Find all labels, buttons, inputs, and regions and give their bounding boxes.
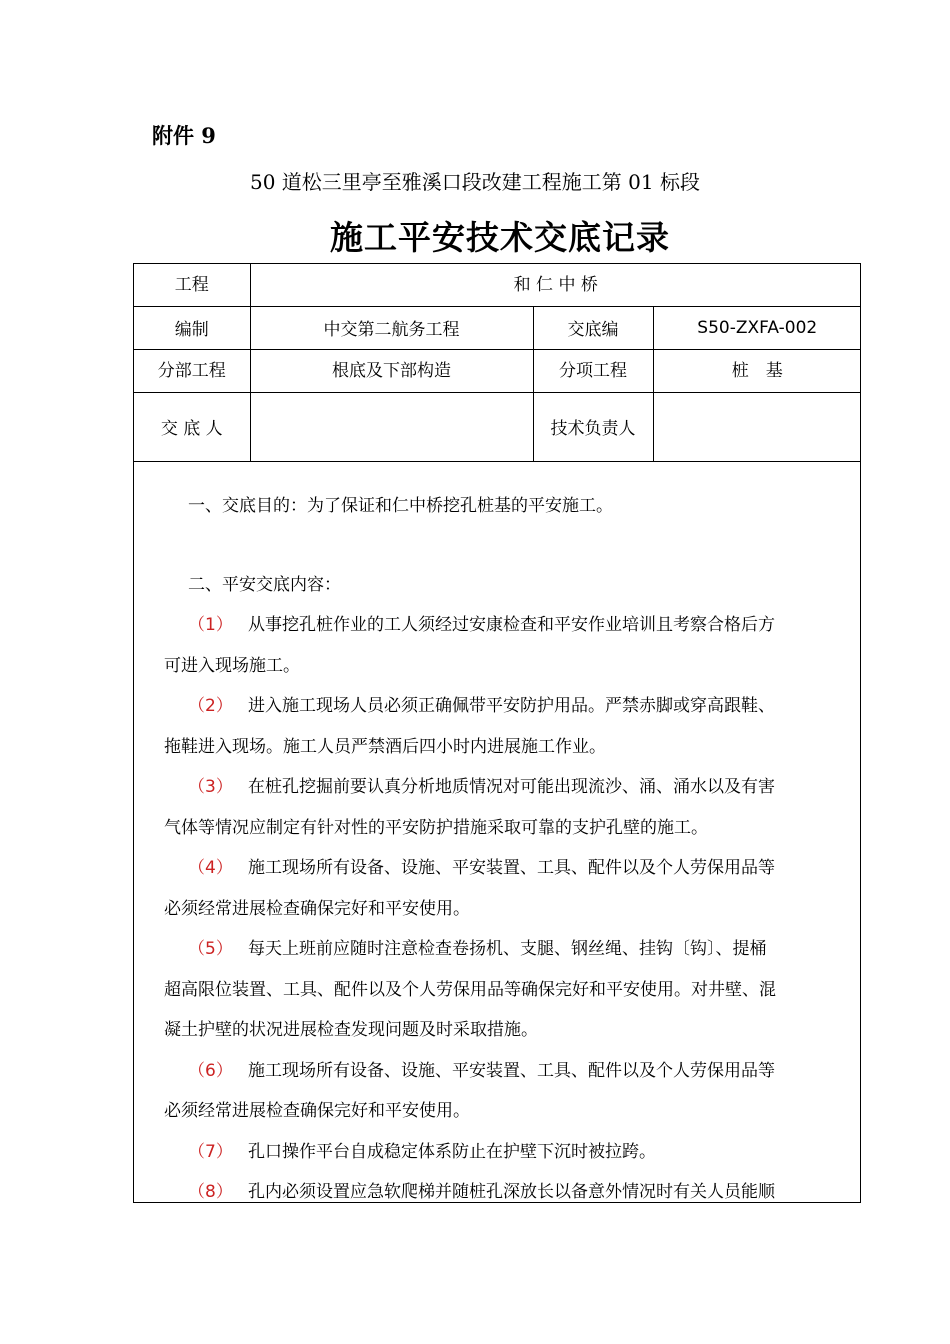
item-number: （8） — [188, 1182, 233, 1202]
project-label: 工程 — [134, 264, 250, 306]
section-title: 二、平安交底内容： — [188, 574, 341, 595]
item-number: （3） — [188, 777, 233, 797]
list-item — [164, 767, 856, 808]
item-continuation: 拖鞋进入现场。施工人员严禁酒后四小时内进展施工作业。 — [164, 736, 606, 757]
editor-label: 编制 — [134, 306, 250, 349]
list-item — [164, 848, 856, 889]
editor-value: 中交第二航务工程 — [250, 306, 533, 349]
item-continuation: 气体等情况应制定有针对性的平安防护措施采取可靠的支护孔壁的施工。 — [164, 817, 708, 838]
item-number: （1） — [188, 615, 233, 635]
item-text: 每天上班前应随时注意检查卷扬机、支腿、钢丝绳、挂钩〔钩〕、提桶 — [248, 939, 767, 959]
list-item — [164, 1172, 856, 1203]
list-item — [164, 929, 856, 970]
project-value: 和 仁 中 桥 — [250, 264, 861, 306]
item-text: 孔内必须设置应急软爬梯并随桩孔深放长以备意外情况时有关人员能顺 — [248, 1182, 775, 1202]
item-number: （5） — [188, 939, 233, 959]
item-number: （6） — [188, 1060, 233, 1081]
code-label: 交底编 — [533, 306, 653, 349]
info-table — [134, 264, 861, 462]
briefer-label: 交 底 人 — [134, 392, 250, 461]
project-name: 50 道松三里亭至雅溪口段改建工程施工第 01 标段 — [250, 170, 700, 194]
item-continuation: 必须经常进展检查确保完好和平安使用。 — [164, 898, 470, 919]
purpose-text: 一、交底目的：为了保证和仁中桥挖孔桩基的平安施工。 — [188, 496, 613, 516]
item-text: 施工现场所有设备、设施、平安装置、工具、配件以及个人劳保用品等 — [248, 858, 775, 878]
item-text: 在桩孔挖掘前要认真分析地质情况对可能出现流沙、涌、涌水以及有害 — [248, 777, 775, 797]
tech-lead-label: 技术负责人 — [533, 392, 653, 461]
list-item — [164, 1132, 856, 1173]
item-text: 施工现场所有设备、设施、平安装置、工具、配件以及个人劳保用品等 — [248, 1060, 775, 1081]
item-continuation: 必须经常进展检查确保完好和平安使用。 — [164, 1101, 470, 1121]
item-continuation: 凝土护壁的状况进展检查发现问题及时采取措施。 — [164, 1020, 538, 1040]
briefer-value — [250, 392, 533, 461]
item-continuation: 可进入现场施工。 — [164, 655, 300, 676]
division-value: 根底及下部构造 — [250, 349, 533, 392]
list-item — [164, 1051, 856, 1092]
item-text: 从事挖孔桩作业的工人须经过安康检查和平安作业培训且考察合格后方 — [248, 615, 775, 635]
document-title: 施工平安技术交底记录 — [330, 218, 670, 257]
item-value: 桩 基 — [653, 349, 861, 392]
division-label: 分部工程 — [134, 349, 250, 392]
attachment-label: 附件 9 — [152, 123, 216, 148]
item-text: 进入施工现场人员必须正确佩带平安防护用品。严禁赤脚或穿高跟鞋、 — [248, 696, 775, 716]
code-value: S50-ZXFA-002 — [653, 306, 861, 349]
briefing-content — [164, 486, 856, 1203]
item-number: （4） — [188, 858, 233, 878]
record-form — [133, 263, 861, 1203]
list-item — [164, 605, 856, 646]
item-number: （7） — [188, 1141, 233, 1162]
list-item — [164, 686, 856, 727]
item-number: （2） — [188, 696, 233, 716]
item-continuation: 超高限位装置、工具、配件以及个人劳保用品等确保完好和平安使用。对井壁、混 — [164, 979, 776, 1000]
item-label: 分项工程 — [533, 349, 653, 392]
tech-lead-value — [653, 392, 861, 461]
item-text: 孔口操作平台自成稳定体系防止在护壁下沉时被拉跨。 — [248, 1141, 656, 1162]
